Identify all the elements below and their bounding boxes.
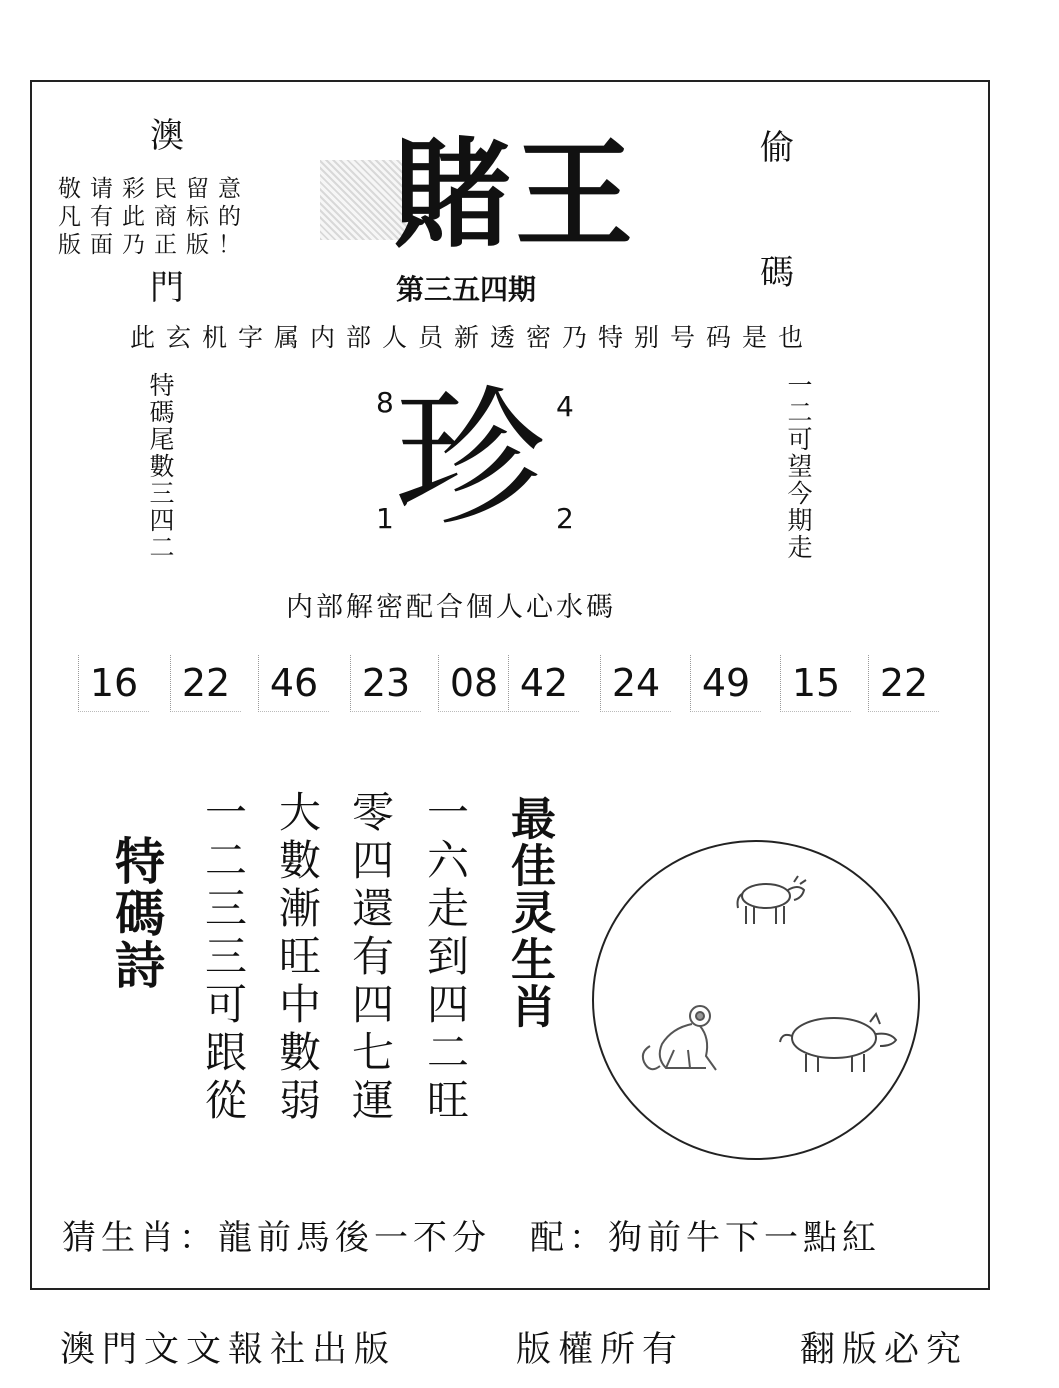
tail-number-hint: 特碼尾數三四二 [146,372,175,561]
number-cell: 42 [508,655,579,712]
notice-line: 敬请彩民留意 [58,176,250,202]
corner-label-code: 碼 [760,253,794,293]
ox-icon [732,868,810,930]
number-cell: 49 [690,655,761,712]
corner-label-macau: 澳 [150,116,184,156]
statement-line: 此玄机字属内部人员新透密乃特别号码是也 [130,323,815,352]
poem-line: 一六走到四二旺 [421,790,470,1126]
zodiac-guess-line: 猜生肖：龍前馬後一不分 配：狗前牛下一點紅 [62,1218,881,1258]
poem-line: 大數漸旺中數弱 [273,790,322,1126]
notice-line: 版面乃正版！ [58,232,250,258]
publisher-text: 澳門文文報社出版 [60,1330,397,1370]
rights-text: 版權所有 [516,1330,685,1370]
pig-icon [776,1008,902,1078]
number-cell: 24 [600,655,671,712]
poem-line: 一二三三可跟從 [199,790,248,1126]
number-row [78,655,948,715]
poem-title: 特碼詩 [107,835,165,991]
monkey-icon [640,1000,732,1082]
riddle-digit-bottom-left: 1 [376,502,394,535]
number-cell: 23 [350,655,421,712]
notice-line: 凡有此商标的 [58,204,250,230]
riddle-digit-bottom-right: 2 [556,502,574,535]
page-title: 賭王 [392,126,637,264]
riddle-digit-top-left: 8 [376,386,394,419]
number-cell: 15 [780,655,851,712]
authenticity-notice [58,175,308,259]
best-zodiac-heading: 最佳灵生肖 [503,795,556,1030]
decode-subtitle: 内部解密配合個人心水碼 [286,592,616,623]
poem-line: 零四還有四七運 [346,790,395,1126]
number-cell: 22 [170,655,241,712]
corner-label-steal: 偷 [760,128,794,168]
number-cell: 22 [868,655,939,712]
issue-number: 第三五四期 [396,273,537,306]
zodiac-circle [592,840,920,1160]
riddle-digit-top-right: 4 [556,390,574,423]
number-cell: 08 [438,655,509,712]
riddle-character: 珍 [394,373,545,547]
piracy-warning-text: 翻版必究 [800,1330,969,1370]
number-cell: 16 [78,655,149,712]
number-cell: 46 [258,655,329,712]
corner-label-gate: 門 [150,268,184,308]
prediction-hint: 一二可望今期走 [784,372,813,561]
